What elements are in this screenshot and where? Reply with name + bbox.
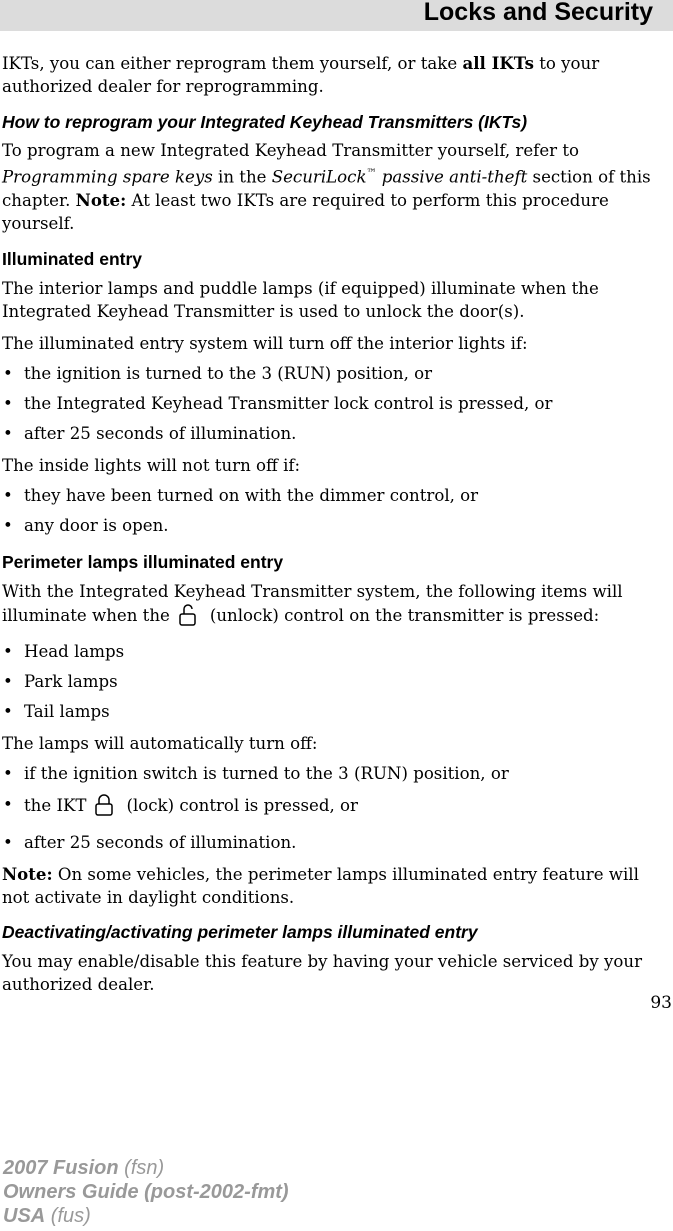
footer-line-2: Owners Guide (post-2002-fmt) bbox=[3, 1181, 289, 1203]
perimeter-turn-off-list bbox=[2, 762, 670, 854]
list-item: • Park lamps bbox=[2, 670, 670, 693]
perimeter-paragraph-2: The lamps will automatically turn off: bbox=[2, 733, 318, 753]
footer bbox=[3, 1156, 289, 1228]
reprogram-paragraph: To program a new Integrated Keyhead Transmitter yourself, refer to Programming spare keys in the SecuriLock™ passive anti-theft section of this chapter. Note: At least two IKTs are required to perform this procedure yourself. bbox=[2, 141, 651, 233]
illuminated-stay-on-list bbox=[2, 484, 670, 537]
illuminated-turn-off-list bbox=[2, 362, 670, 445]
page-header-title: Locks and Security bbox=[423, 0, 653, 26]
unlock-icon bbox=[176, 603, 200, 633]
page-content bbox=[2, 52, 670, 996]
illuminated-paragraph-1: The interior lamps and puddle lamps (if equipped) illuminate when the Integrated Keyhead Transmitter is used to unlock the door(s). bbox=[2, 278, 599, 321]
list-item: • if the ignition switch is turned to the 3 (RUN) position, or bbox=[2, 762, 670, 785]
illuminated-paragraph-2: The illuminated entry system will turn off the interior lights if: bbox=[2, 333, 528, 353]
trademark-mark: ™ bbox=[366, 168, 377, 179]
footer-line-1: 2007 Fusion (fsn) bbox=[3, 1157, 165, 1179]
list-item: • after 25 seconds of illumination. bbox=[2, 831, 670, 854]
perimeter-paragraph-1: With the Integrated Keyhead Transmitter system, the following items will illuminate when the (unlock) control on the transmitter is pressed: bbox=[2, 580, 670, 633]
intro-paragraph: IKTs, you can either reprogram them yourself, or take all IKTs to your authorized dealer for reprogramming. bbox=[2, 53, 600, 96]
list-item: • Tail lamps bbox=[2, 700, 670, 723]
list-item: • Head lamps bbox=[2, 640, 670, 663]
list-item: • any door is open. bbox=[2, 514, 670, 537]
list-item: • the Integrated Keyhead Transmitter lock control is pressed, or bbox=[2, 392, 670, 415]
perimeter-lamps-list bbox=[2, 640, 670, 723]
list-item: • after 25 seconds of illumination. bbox=[2, 422, 670, 445]
header-bar bbox=[0, 0, 673, 31]
footer-line-3: USA (fus) bbox=[3, 1205, 91, 1227]
heading-reprogram: How to reprogram your Integrated Keyhead Transmitters (IKTs) bbox=[2, 112, 528, 132]
perimeter-note: Note: On some vehicles, the perimeter lamps illuminated entry feature will not activate in daylight conditions. bbox=[2, 863, 639, 907]
lock-icon bbox=[92, 793, 116, 823]
heading-illuminated-entry: Illuminated entry bbox=[2, 248, 143, 269]
list-item: • the IKT (lock) control is pressed, or bbox=[2, 793, 670, 823]
page-number: 93 bbox=[650, 993, 672, 1013]
heading-perimeter-lamps: Perimeter lamps illuminated entry bbox=[2, 551, 284, 572]
deactivating-paragraph: You may enable/disable this feature by having your vehicle serviced by your authorized dealer. bbox=[2, 951, 643, 994]
heading-deactivating: Deactivating/activating perimeter lamps illuminated entry bbox=[2, 921, 478, 942]
intro-bold: all IKTs bbox=[462, 53, 534, 73]
illuminated-paragraph-3: The inside lights will not turn off if: bbox=[2, 455, 301, 475]
list-item: • they have been turned on with the dimmer control, or bbox=[2, 484, 670, 507]
list-item: • the ignition is turned to the 3 (RUN) position, or bbox=[2, 362, 670, 385]
